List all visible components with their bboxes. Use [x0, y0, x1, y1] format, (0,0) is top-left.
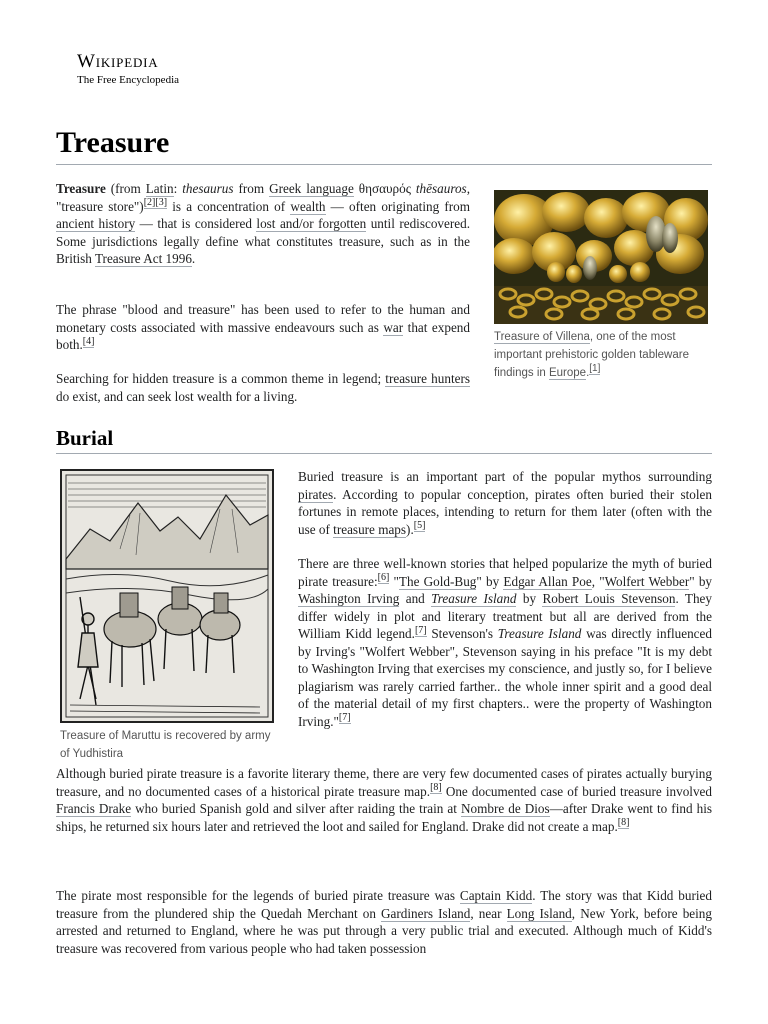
text: Although buried pirate treasure is a favorite literary theme, there are very few documented cases of pirates actually burying treasure, and no documented cases of a historical pirate treasure map. — [56, 766, 712, 799]
ref-4[interactable]: [4] — [82, 335, 95, 347]
text: ). — [406, 521, 414, 537]
link-francis-drake[interactable]: Francis Drake — [56, 801, 132, 816]
ref-3[interactable]: [3] — [155, 197, 168, 209]
link-treasure-of-villena[interactable]: Treasure of Villena — [494, 331, 590, 343]
ref-8[interactable]: [8] — [617, 817, 630, 829]
figure-villena — [494, 190, 708, 382]
text: The pirate most responsible for the legends of buried pirate treasure was — [56, 888, 460, 903]
text: that expend both. — [56, 319, 470, 352]
link-long-island[interactable]: Long Island — [506, 905, 572, 921]
burial-paragraph-1 — [298, 468, 712, 538]
text: until rediscovered. Some jurisdictions legally define what constitutes treasure, such as in the British — [56, 216, 470, 266]
text: , New York, before being arrested and returned to England, where he was put through a very public trial and executed. Although much of Kidd's treasure was recovered from various people who had taken possession — [56, 905, 712, 956]
treasure-of-villena-image[interactable] — [494, 190, 708, 324]
text: , "treasure store") — [56, 181, 470, 214]
text: Searching for hidden treasure is a common theme in legend; — [56, 371, 386, 386]
link-wealth[interactable]: wealth — [290, 198, 326, 214]
link-captain-kidd[interactable]: Captain Kidd — [459, 888, 533, 903]
link-wolfert-webber[interactable]: Wolfert Webber — [604, 573, 690, 589]
burial-paragraph-2 — [298, 555, 712, 730]
gold-treasure-picture — [494, 190, 708, 324]
text: : — [173, 181, 183, 196]
text: There are three well-known stories that helped popularize the myth of buried pirate treasure: — [298, 556, 712, 589]
text: . — [586, 367, 590, 379]
section-heading-burial: Burial — [56, 426, 114, 450]
ref-2[interactable]: [2] — [143, 197, 156, 209]
text: The phrase "blood and treasure" has been used to refer to the human and monetary costs associated with massive endeavours such as — [56, 302, 470, 335]
ref-1[interactable]: [1] — [589, 363, 601, 375]
figure-caption-villena — [494, 328, 708, 382]
ref-7[interactable]: [7] — [338, 712, 351, 724]
link-nombre-de-dios[interactable]: Nombre de Dios — [460, 801, 550, 816]
text: — that is considered — [135, 216, 257, 231]
burial-paragraph-3 — [56, 765, 712, 835]
link-latin[interactable]: Latin — [145, 181, 174, 196]
text: — often originating from — [325, 198, 470, 214]
woodcut-picture — [60, 469, 274, 723]
italic-thesaurus: thesaurus — [182, 181, 234, 196]
link-war[interactable]: war — [383, 319, 404, 335]
text: Buried treasure is an important part of the popular mythos surrounding — [298, 469, 712, 484]
text: One documented case of buried treasure involved — [441, 783, 713, 799]
ref-6[interactable]: [6] — [377, 572, 390, 584]
treasure-of-maruttu-image[interactable] — [60, 469, 274, 723]
figure-caption-maruttu: Treasure of Maruttu is recovered by army of Yudhistira — [60, 730, 271, 760]
title-divider — [56, 164, 712, 165]
text: was directly influenced by Irving's "Wolfert Webber", Stevenson saying in his preface "It is my debt to Washington Irving that exercises my conscience, and justly so, for I believe plagiarism was rarely carried farther.. the whole inner spirit and a good deal of the material detail of my first chapters.. were the property of Washington Irving." — [298, 626, 712, 729]
italic-treasure-island: Treasure Island — [497, 626, 582, 641]
text: . According to popular conception, pirates often buried their stolen fortunes in remote places, intending to return for them later (often with the use of — [298, 486, 712, 537]
burial-paragraph-4 — [56, 887, 712, 957]
text: " by — [476, 573, 504, 589]
text: . — [191, 251, 196, 266]
text: —after Drake went to find his ships, he returned six hours later and retrieved the loot and sailed for England. Drake did not create a map. — [56, 801, 712, 834]
link-treasure-act[interactable]: Treasure Act 1996 — [94, 251, 192, 266]
link-greek-language[interactable]: Greek language — [269, 181, 354, 196]
ref-8[interactable]: [8] — [430, 782, 442, 794]
term-bold: Treasure — [56, 181, 106, 196]
text: from — [233, 181, 270, 196]
link-gardiners-island[interactable]: Gardiners Island — [381, 905, 471, 921]
wikipedia-logo[interactable] — [77, 52, 179, 87]
text: and — [399, 591, 432, 606]
text: " by — [689, 573, 713, 589]
link-europe[interactable]: Europe — [548, 367, 587, 379]
page-title: Treasure — [56, 126, 170, 159]
text: , one of the most important prehistoric golden tableware findings in — [494, 331, 689, 379]
ref-7[interactable]: [7] — [414, 624, 427, 636]
text: , near — [470, 905, 507, 921]
link-robert-louis-stevenson[interactable]: Robert Louis Stevenson — [542, 591, 676, 606]
text: (from — [105, 181, 146, 196]
ref-5[interactable]: [5] — [413, 520, 426, 532]
figure-maruttu — [60, 469, 274, 763]
link-washington-irving[interactable]: Washington Irving — [298, 591, 400, 606]
italic-thesauros: thēsauros — [415, 181, 467, 196]
italic-treasure-island: Treasure Island — [431, 591, 517, 606]
intro-paragraph-1 — [56, 180, 470, 268]
text: Stevenson's — [426, 626, 498, 641]
text: by — [516, 591, 543, 606]
text: . They differ widely in plot and literary treatment but all are derived from the William Kidd legend. — [298, 591, 712, 641]
text: is a concentration of — [167, 198, 291, 214]
section-divider — [56, 453, 712, 454]
link-ancient-history[interactable]: ancient history — [56, 216, 136, 231]
logo-wordmark: Wikipedia — [77, 51, 159, 72]
link-lost-and-forgotten[interactable]: lost and/or forgotten — [256, 216, 367, 231]
intro-paragraph-2 — [56, 301, 470, 354]
text: who buried Spanish gold and silver after raiding the train at — [131, 801, 461, 816]
text: " — [389, 573, 399, 589]
logo-tagline: The Free Encyclopedia — [77, 74, 180, 86]
link-edgar-allan-poe[interactable]: Edgar Allan Poe — [503, 573, 592, 589]
text: θησαυρός — [353, 181, 416, 196]
link-the-gold-bug[interactable]: The Gold-Bug — [398, 573, 477, 589]
text: . The story was that Kidd buried treasure from the plundered ship the Quedah Merchant on — [56, 888, 712, 921]
link-treasure-island[interactable] — [431, 591, 516, 607]
text: do exist, and can seek lost wealth for a living. — [56, 388, 298, 404]
link-treasure-hunters[interactable]: treasure hunters — [385, 371, 470, 386]
link-pirates[interactable]: pirates — [298, 486, 334, 502]
link-treasure-maps[interactable]: treasure maps — [333, 521, 407, 537]
text: , " — [591, 573, 605, 589]
intro-paragraph-3 — [56, 370, 470, 405]
